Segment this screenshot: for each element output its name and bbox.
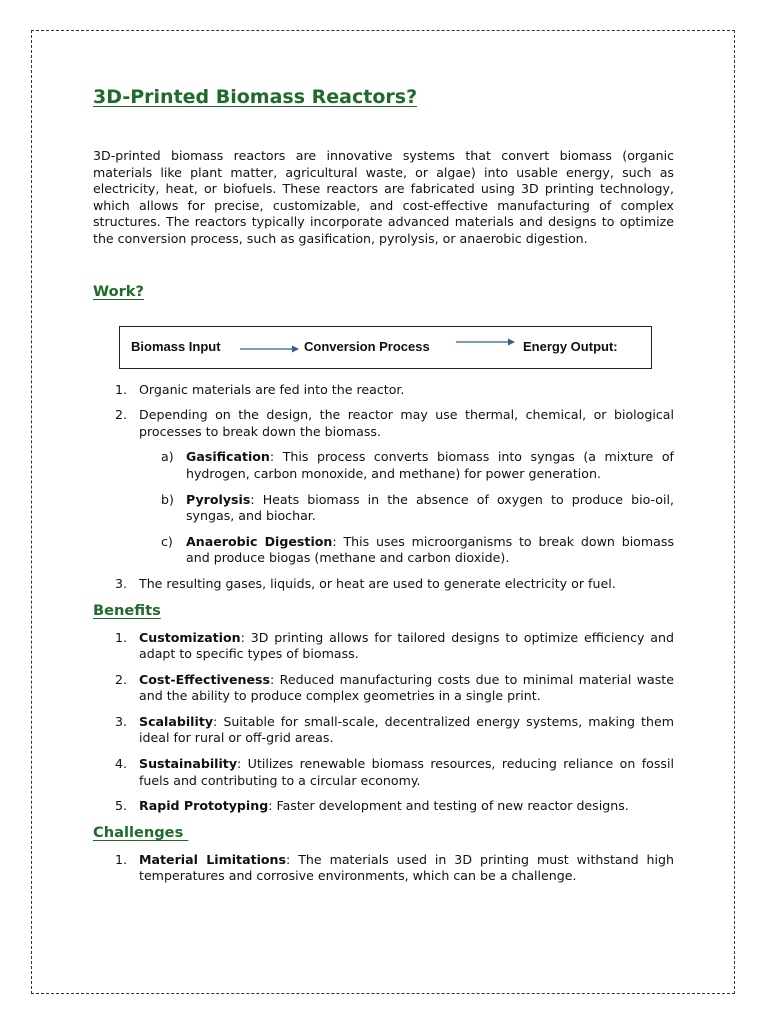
list-item: c) Anaerobic Digestion: This uses microorganisms to break down biomass and produce biogas (methane and carbon dioxide).: [161, 533, 674, 566]
list-item: 2. Depending on the design, the reactor may use thermal, chemical, or biological processes to break down the biomass. a) Gasification: This process converts biomass into syngas (a mixture of hydrogen, carbon monoxide, and methane) for power generation. b) Pyrolysis: Heats biomass in the absence of oxygen to produce bio-oil, syngas, and biochar. c) Anaerobic Digestion: This uses microorganisms to break down biomass and produce biogas (methane and carbon dioxide).: [93, 407, 674, 567]
intro-paragraph: 3D-printed biomass reactors are innovative systems that convert biomass (organic materials like plant matter, agricultural waste, or algae) into usable energy, such as electricity, heat, or biofuels. These reactors are fabricated using 3D printing technology, which allows for precise, customizable, and cost-effective manufacturing of complex structures. The reactors typically incorporate advanced materials and designs to optimize the conversion process, such as gasification, pyrolysis, or anaerobic digestion.: [93, 148, 674, 246]
section-heading-challenges: Challenges: [93, 823, 189, 841]
work-steps-list: [93, 382, 674, 593]
arrow-head-icon: [508, 338, 515, 345]
list-item: 2. Cost-Effectiveness: Reduced manufacturing costs due to minimal material waste and the ability to produce complex geometries in a single print.: [115, 671, 674, 704]
list-item: 4. Sustainability: Utilizes renewable biomass resources, reducing reliance on fossil fuels and contributing to a circular economy.: [115, 756, 674, 788]
flow-step-output: Energy Output:: [523, 338, 618, 354]
process-types-list: [139, 449, 674, 567]
flow-step-conversion: Conversion Process: [304, 338, 430, 354]
flow-step-input: Biomass Input: [131, 338, 221, 354]
arrow-head-icon: [292, 345, 299, 352]
section-heading-benefits: Benefits: [93, 601, 161, 619]
process-flow-diagram: [119, 326, 652, 369]
section-heading-work: Work?: [93, 282, 144, 300]
list-item: b) Pyrolysis: Heats biomass in the absence of oxygen to produce bio-oil, syngas, and biochar.: [161, 491, 674, 524]
list-item: a) Gasification: This process converts biomass into syngas (a mixture of hydrogen, carbon monoxide, and methane) for power generation.: [161, 449, 674, 481]
list-item: 3. The resulting gases, liquids, or heat are used to generate electricity or fuel.: [115, 575, 616, 591]
document-body: [93, 84, 674, 885]
benefits-list: [93, 630, 674, 815]
list-item: 1. Organic materials are fed into the reactor.: [115, 381, 405, 397]
list-item: 3. Scalability: Suitable for small-scale, decentralized energy systems, making them ideal for rural or off-grid areas.: [115, 713, 674, 746]
flow-arrows: [120, 327, 653, 370]
challenges-list: [93, 852, 674, 885]
list-item: 1. Customization: 3D printing allows for tailored designs to optimize efficiency and adapt to specific types of biomass.: [115, 629, 674, 662]
list-item: 5. Rapid Prototyping: Faster development and testing of new reactor designs.: [115, 798, 629, 814]
list-item: 1. Material Limitations: The materials used in 3D printing must withstand high temperatures and corrosive environments, which can be a challenge.: [115, 851, 674, 884]
page-title: 3D-Printed Biomass Reactors?: [93, 86, 418, 108]
